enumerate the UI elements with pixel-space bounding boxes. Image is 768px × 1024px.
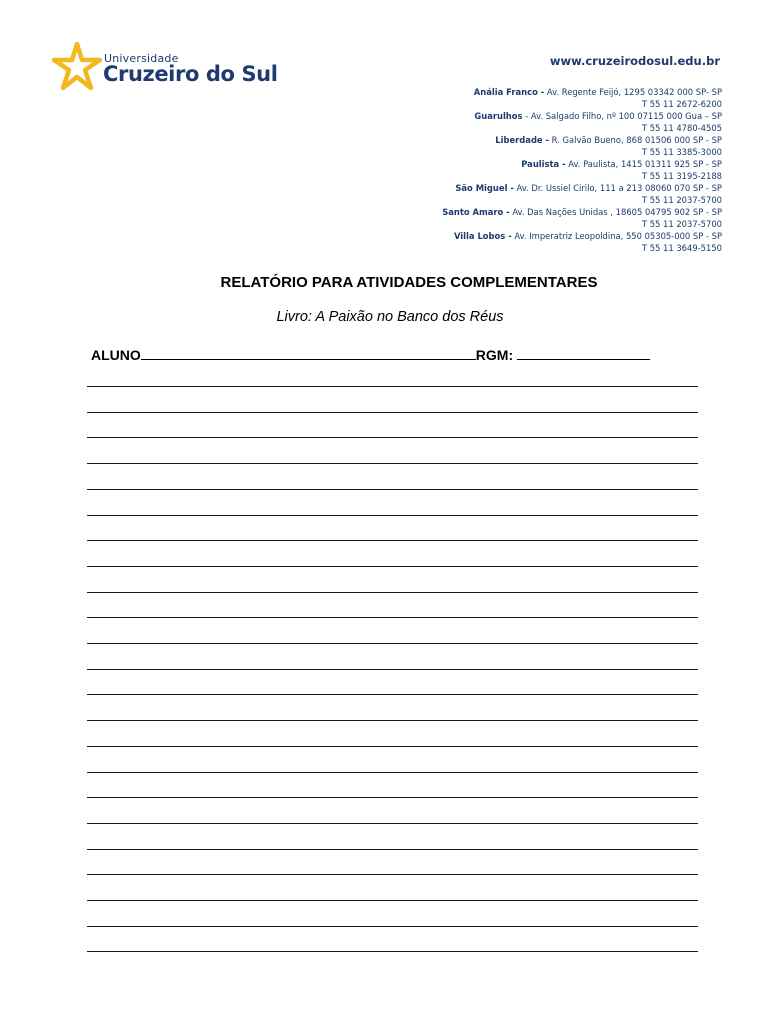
campus-name: Guarulhos [474,111,523,121]
writing-line [87,823,698,824]
writing-line [87,617,698,618]
campus-address: - Av. Salgado Filho, nº 100 07115 000 Gua – SP [522,111,722,121]
campus-address: Av. Dr. Ussiel Cirilo, 111 a 213 08060 070 SP - SP [513,183,722,193]
aluno-name-field[interactable] [141,345,476,360]
writing-line [87,437,698,438]
writing-line [87,386,698,387]
writing-line [87,412,698,413]
logo-university-name: Cruzeiro do Sul [103,62,278,86]
writing-line [87,720,698,721]
writing-line [87,540,698,541]
writing-line [87,951,698,952]
campus-address-list [342,86,722,254]
campus-name: Liberdade - [495,135,550,145]
writing-line [87,874,698,875]
campus-address: Av. Imperatriz Leopoldina, 550 05305-000 SP - SP [511,231,722,241]
campus-entry [342,206,722,218]
campus-address: Av. Paulista, 1415 01311 925 SP - SP [565,159,722,169]
campus-phone: T 55 11 2037-5700 [641,219,722,229]
writing-line [87,772,698,773]
writing-line [87,489,698,490]
campus-entry [342,158,722,170]
document-title: RELATÓRIO PARA ATIVIDADES COMPLEMENTARES [220,274,598,291]
student-info-row [91,345,650,363]
campus-entry [342,230,722,242]
campus-name: Paulista - [521,159,566,169]
campus-name: Villa Lobos - [453,231,512,241]
campus-phone: T 55 11 4780-4505 [641,123,722,133]
writing-line [87,592,698,593]
writing-line [87,849,698,850]
writing-line [87,669,698,670]
writing-line [87,566,698,567]
campus-name: Anália Franco - [473,87,545,97]
university-logo [52,42,278,92]
campus-phone: T 55 11 3385-3000 [641,147,722,157]
campus-address: R. Galvão Bueno, 868 01506 000 SP - SP [549,135,722,145]
aluno-label: ALUNO [91,347,141,363]
writing-line [87,926,698,927]
campus-entry [342,86,722,98]
writing-line [87,900,698,901]
campus-address: Av. Das Nações Unidas , 18605 04795 902 SP - SP [509,207,722,217]
campus-phone: T 55 11 2672-6200 [641,99,722,109]
campus-entry [342,110,722,122]
campus-phone: T 55 11 2037-5700 [641,195,722,205]
logo-university-label: Universidade [104,52,179,65]
website-link[interactable]: www.cruzeirodosul.edu.br [549,54,720,68]
rgm-label: RGM: [475,347,514,363]
campus-phone: T 55 11 3195-2188 [641,171,722,181]
writing-line [87,515,698,516]
document-subtitle: Livro: A Paixão no Banco dos Réus [276,309,504,325]
rgm-field[interactable] [517,345,650,360]
star-logo-icon [52,42,102,90]
writing-line [87,643,698,644]
campus-entry [342,182,722,194]
campus-phone: T 55 11 3649-5150 [641,243,722,253]
campus-address: Av. Regente Feijó, 1295 03342 000 SP- SP [544,87,722,97]
writing-line [87,463,698,464]
campus-name: São Miguel - [455,183,514,193]
writing-line [87,694,698,695]
writing-line [87,746,698,747]
campus-name: Santo Amaro - [442,207,510,217]
campus-entry [342,134,722,146]
writing-line [87,797,698,798]
